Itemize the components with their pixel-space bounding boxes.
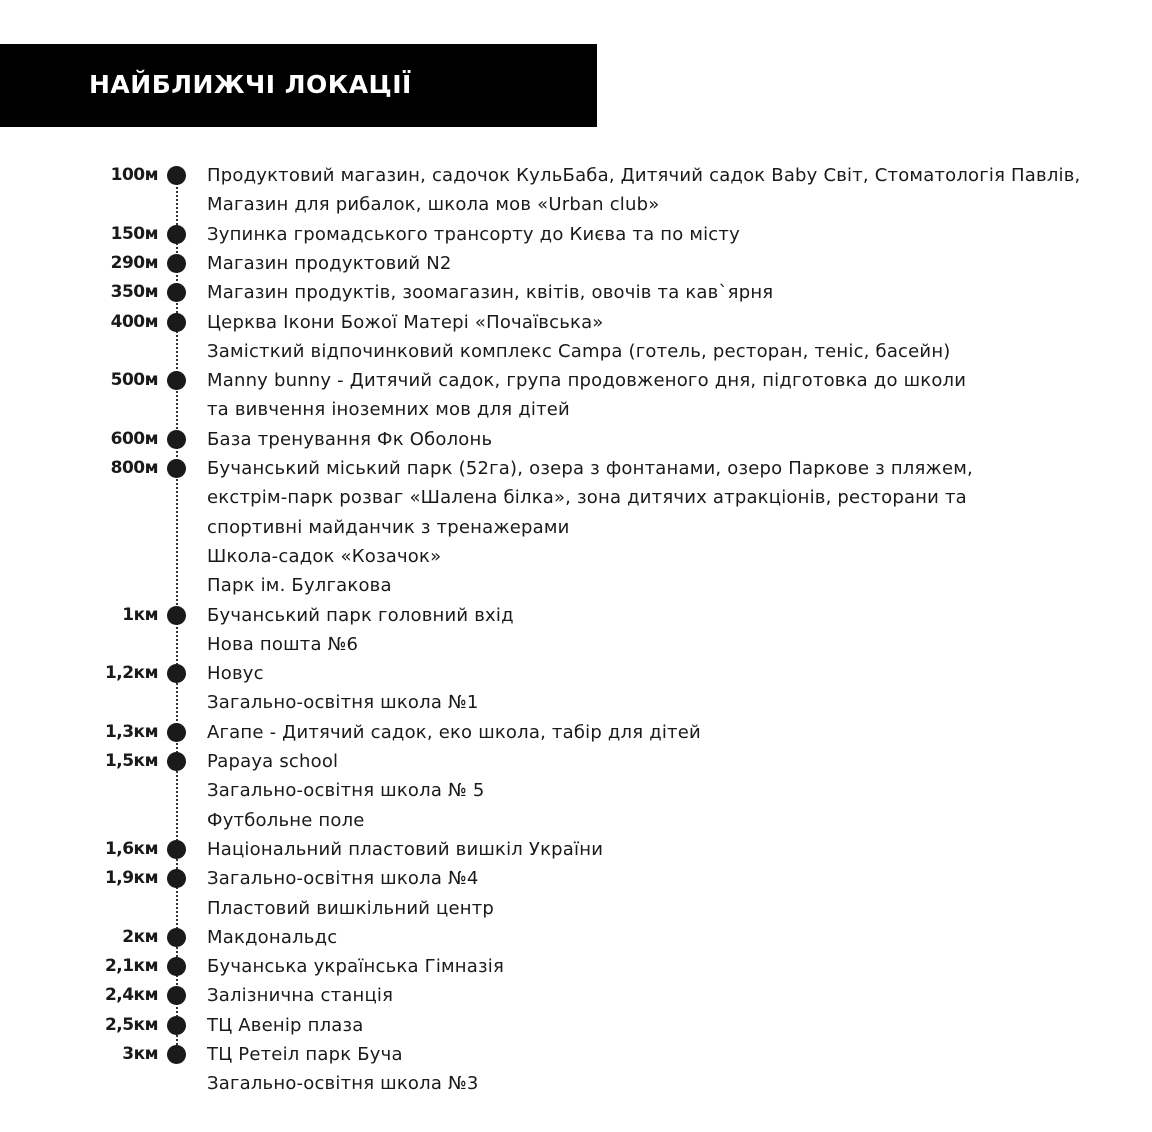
distance-label: 2км xyxy=(122,926,158,947)
location-text: Парк ім. Булгакова xyxy=(207,575,392,597)
timeline-dot-icon xyxy=(167,752,186,771)
location-text: Національний пластовий вишкіл України xyxy=(207,838,604,860)
timeline-dot-icon xyxy=(167,430,186,449)
location-text: Пластовий вишкільний центр xyxy=(207,897,495,919)
location-row xyxy=(0,395,1152,424)
location-row xyxy=(0,864,1152,893)
location-text: Manny bunny - Дитячий садок, група продовженого дня, підготовка до школи xyxy=(207,370,967,392)
location-text: Магазин для рибалок, школа мов «Urban club» xyxy=(207,194,660,216)
location-text: Загально-освітня школа №4 xyxy=(207,868,479,890)
location-row xyxy=(0,1011,1152,1040)
distance-label: 100м xyxy=(110,165,158,185)
location-row xyxy=(0,425,1152,454)
timeline-dot-icon xyxy=(167,723,186,742)
distance-label: 500м xyxy=(110,370,158,391)
location-row xyxy=(0,278,1152,307)
location-text: Залізнична станція xyxy=(207,985,394,1007)
location-text: Футбольне поле xyxy=(207,809,365,831)
location-row xyxy=(0,337,1152,366)
distance-label: 1,2км xyxy=(104,663,158,684)
location-text: Макдональдс xyxy=(207,926,338,948)
location-row xyxy=(0,513,1152,542)
distance-label: 1,6км xyxy=(104,838,158,859)
timeline-dot-icon xyxy=(167,313,186,332)
timeline-dot-icon xyxy=(167,283,186,302)
location-row xyxy=(0,601,1152,630)
location-text: Школа-садок «Козачок» xyxy=(207,545,442,567)
timeline-dot-icon xyxy=(167,1016,186,1035)
location-text: Загально-освітня школа № 5 xyxy=(207,780,485,802)
location-text: Papaya school xyxy=(207,751,339,772)
location-row xyxy=(0,220,1152,249)
location-row xyxy=(0,630,1152,659)
location-row xyxy=(0,952,1152,981)
location-row xyxy=(0,366,1152,395)
location-text: Продуктовий магазин, садочок КульБаба, Дитячий садок Baby Світ, Стоматологія Павлів, xyxy=(207,165,1081,186)
timeline-dot-icon xyxy=(167,869,186,888)
location-row xyxy=(0,835,1152,864)
distance-label: 3км xyxy=(122,1044,158,1064)
location-row xyxy=(0,806,1152,835)
location-row xyxy=(0,747,1152,776)
location-text: Зупинка громадського трансорту до Києва та по місту xyxy=(207,223,740,245)
distance-label: 800м xyxy=(110,458,158,478)
location-text: спортивні майданчик з тренажерами xyxy=(207,516,570,538)
timeline-dot-icon xyxy=(167,1045,186,1064)
distance-label: 1,9км xyxy=(104,868,158,889)
location-text: та вивчення іноземних мов для дітей xyxy=(207,399,570,421)
timeline-dot-icon xyxy=(167,957,186,976)
location-text: Замісткий відпочинковий комплекс Campa (готель, ресторан, теніс, басейн) xyxy=(207,340,951,362)
location-row xyxy=(0,249,1152,278)
distance-label: 350м xyxy=(110,282,158,303)
page-title: НАЙБЛИЖЧІ ЛОКАЦІЇ xyxy=(89,70,412,99)
location-row xyxy=(0,454,1152,483)
distance-label: 150м xyxy=(110,223,158,244)
location-row xyxy=(0,308,1152,337)
location-row xyxy=(0,161,1152,190)
location-text: ТЦ Ретеіл парк Буча xyxy=(207,1044,403,1065)
timeline-dot-icon xyxy=(167,459,186,478)
distance-label: 2,1км xyxy=(104,956,158,977)
timeline-dot-icon xyxy=(167,166,186,185)
timeline-dot-icon xyxy=(167,225,186,244)
distance-label: 600м xyxy=(110,428,158,449)
distance-label: 400м xyxy=(110,311,158,332)
location-text: Агапе - Дитячий садок, еко школа, табір для дітей xyxy=(207,721,701,743)
distance-label: 2,4км xyxy=(104,985,158,1006)
location-text: Магазин продуктів, зоомагазин, квітів, овочів та кав`ярня xyxy=(207,282,774,304)
timeline-dot-icon xyxy=(167,664,186,683)
timeline-dot-icon xyxy=(167,254,186,273)
location-text: Церква Ікони Божої Матері «Почаївська» xyxy=(207,311,604,333)
location-row xyxy=(0,894,1152,923)
location-row xyxy=(0,483,1152,512)
location-row xyxy=(0,542,1152,571)
timeline-dot-icon xyxy=(167,606,186,625)
location-row xyxy=(0,190,1152,219)
location-row xyxy=(0,1069,1152,1098)
location-text: Загально-освітня школа №3 xyxy=(207,1073,479,1095)
location-row xyxy=(0,718,1152,747)
location-text: База тренування Фк Оболонь xyxy=(207,428,493,450)
distance-label: 290м xyxy=(110,252,158,273)
location-row xyxy=(0,923,1152,952)
location-text: Новус xyxy=(207,663,264,685)
location-row xyxy=(0,981,1152,1010)
location-text: Загально-освітня школа №1 xyxy=(207,692,479,714)
timeline-dot-icon xyxy=(167,371,186,390)
location-row xyxy=(0,776,1152,805)
location-text: Бучанська українська Гімназія xyxy=(207,956,504,978)
location-text: Бучанський парк головний вхід xyxy=(207,604,514,626)
location-row xyxy=(0,688,1152,717)
distance-label: 1км xyxy=(122,604,158,625)
distance-label: 1,5км xyxy=(104,751,158,771)
location-text: Бучанський міський парк (52га), озера з фонтанами, озеро Паркове з пляжем, xyxy=(207,458,973,479)
location-text: ТЦ Авенір плаза xyxy=(207,1014,364,1036)
timeline-dot-icon xyxy=(167,840,186,859)
location-row xyxy=(0,659,1152,688)
location-row xyxy=(0,571,1152,600)
location-row xyxy=(0,1040,1152,1069)
distance-label: 2,5км xyxy=(104,1014,158,1035)
timeline-dot-icon xyxy=(167,928,186,947)
location-text: екстрім-парк розваг «Шалена білка», зона дитячих атракціонів, ресторани та xyxy=(207,487,967,509)
location-text: Нова пошта №6 xyxy=(207,633,359,655)
distance-label: 1,3км xyxy=(104,721,158,742)
location-text: Магазин продуктовий N2 xyxy=(207,252,452,274)
timeline-dot-icon xyxy=(167,986,186,1005)
